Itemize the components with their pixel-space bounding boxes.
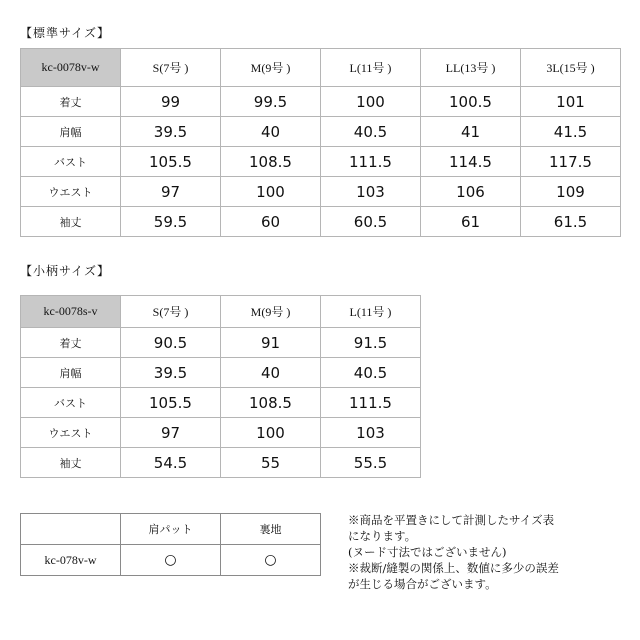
note-line: になります。 <box>348 529 417 543</box>
cell-value: 99.5 <box>221 87 321 117</box>
cell-value: 109 <box>521 177 621 207</box>
options-table <box>20 513 321 576</box>
cell-value: 39.5 <box>121 358 221 388</box>
small-size-title: 【小柄サイズ】 <box>20 264 111 278</box>
cell-value: 105.5 <box>121 388 221 418</box>
note-line: (ヌード寸法ではございません) <box>348 545 507 559</box>
note-line: ※商品を平置きにして計測したサイズ表 <box>348 513 555 527</box>
cell-value: 61.5 <box>521 207 621 237</box>
standard-size-table <box>20 48 621 237</box>
cell-value: 91 <box>221 328 321 358</box>
cell-value: 60.5 <box>321 207 421 237</box>
table-row <box>21 87 621 117</box>
cell-value: 40.5 <box>321 117 421 147</box>
cell-value: 97 <box>121 177 221 207</box>
cell-value: 61 <box>421 207 521 237</box>
cell-value: 103 <box>321 418 421 448</box>
cell-value: 111.5 <box>321 147 421 177</box>
column-header: S(7号 ) <box>121 296 221 328</box>
cell-value: 40 <box>221 358 321 388</box>
circle-mark: ○ <box>121 545 221 576</box>
table-row <box>21 177 621 207</box>
cell-value: 40.5 <box>321 358 421 388</box>
table-row <box>21 117 621 147</box>
cell-value: 111.5 <box>321 388 421 418</box>
column-header: LL(13号 ) <box>421 49 521 87</box>
row-label: ウエスト <box>21 418 121 448</box>
table-row <box>21 207 621 237</box>
measurement-notes <box>348 512 633 592</box>
cell-value: 60 <box>221 207 321 237</box>
cell-value: 41 <box>421 117 521 147</box>
cell-value: 108.5 <box>221 388 321 418</box>
cell-value: 105.5 <box>121 147 221 177</box>
cell-value: 101 <box>521 87 621 117</box>
row-label: 袖丈 <box>21 448 121 478</box>
table-row <box>21 358 421 388</box>
table-header-row <box>21 514 321 545</box>
table-row <box>21 545 321 576</box>
cell-value: 54.5 <box>121 448 221 478</box>
cell-value: 100.5 <box>421 87 521 117</box>
table-header-row <box>21 49 621 87</box>
column-header: L(11号 ) <box>321 49 421 87</box>
cell-value: 59.5 <box>121 207 221 237</box>
model-code-cell: kc-0078v-w <box>21 49 121 87</box>
row-label: バスト <box>21 147 121 177</box>
column-header: M(9号 ) <box>221 49 321 87</box>
table-row <box>21 147 621 177</box>
column-header-lining: 裏地 <box>221 514 321 545</box>
note-line: ※裁断/縫製の関係上、数値に多少の誤差 <box>348 561 559 575</box>
row-label: 袖丈 <box>21 207 121 237</box>
column-header: M(9号 ) <box>221 296 321 328</box>
column-header: S(7号 ) <box>121 49 221 87</box>
row-label: 着丈 <box>21 87 121 117</box>
empty-header-cell <box>21 514 121 545</box>
cell-value: 108.5 <box>221 147 321 177</box>
cell-value: 91.5 <box>321 328 421 358</box>
column-header: L(11号 ) <box>321 296 421 328</box>
cell-value: 41.5 <box>521 117 621 147</box>
small-size-table <box>20 295 421 478</box>
cell-value: 90.5 <box>121 328 221 358</box>
cell-value: 100 <box>321 87 421 117</box>
table-row <box>21 448 421 478</box>
table-header-row <box>21 296 421 328</box>
row-label: 肩幅 <box>21 117 121 147</box>
table-row <box>21 328 421 358</box>
column-header-shoulder-pad: 肩パット <box>121 514 221 545</box>
cell-value: 100 <box>221 177 321 207</box>
cell-value: 117.5 <box>521 147 621 177</box>
cell-value: 55.5 <box>321 448 421 478</box>
cell-value: 39.5 <box>121 117 221 147</box>
cell-value: 114.5 <box>421 147 521 177</box>
cell-value: 55 <box>221 448 321 478</box>
cell-value: 99 <box>121 87 221 117</box>
cell-value: 103 <box>321 177 421 207</box>
cell-value: 40 <box>221 117 321 147</box>
note-line: が生じる場合がございます。 <box>348 577 497 591</box>
cell-value: 97 <box>121 418 221 448</box>
row-label: 着丈 <box>21 328 121 358</box>
table-row <box>21 418 421 448</box>
row-label: 肩幅 <box>21 358 121 388</box>
row-label: バスト <box>21 388 121 418</box>
standard-size-title: 【標準サイズ】 <box>20 26 111 40</box>
model-code-cell: kc-0078s-v <box>21 296 121 328</box>
cell-value: 100 <box>221 418 321 448</box>
row-label: ウエスト <box>21 177 121 207</box>
circle-mark: ○ <box>221 545 321 576</box>
table-row <box>21 388 421 418</box>
model-code-cell: kc-078v-w <box>21 545 121 576</box>
cell-value: 106 <box>421 177 521 207</box>
column-header: 3L(15号 ) <box>521 49 621 87</box>
